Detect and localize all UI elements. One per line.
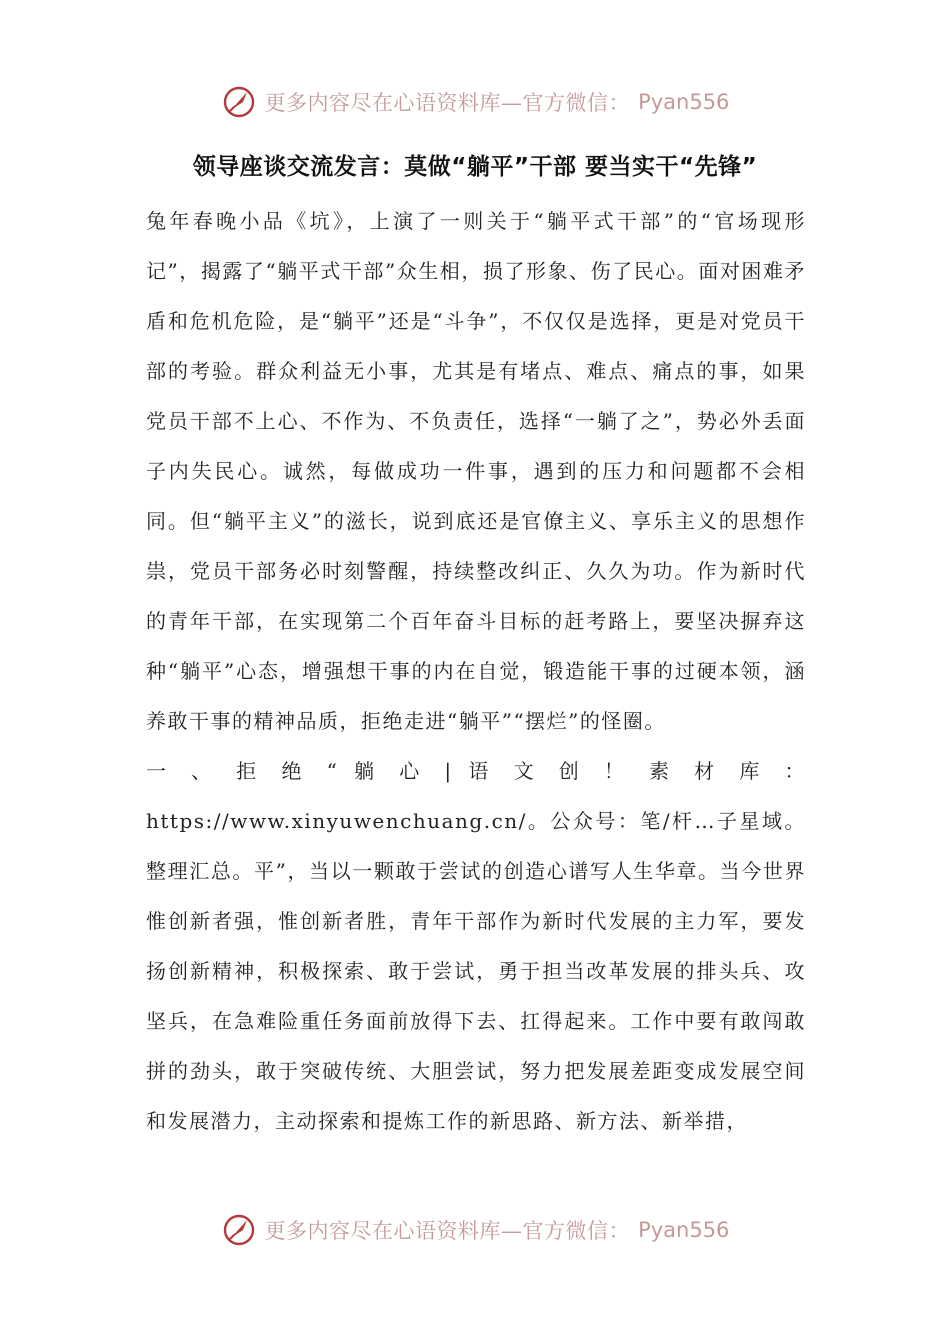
quill-logo-icon <box>221 1212 257 1248</box>
header-watermark-banner <box>0 80 950 124</box>
banner-text: 更多内容尽在心语资料库—官方微信： <box>264 1219 631 1243</box>
banner-wechat-id: Pyan556 <box>638 90 730 114</box>
footer-watermark-banner <box>0 1208 950 1252</box>
quill-logo-icon <box>221 84 257 120</box>
banner-text: 更多内容尽在心语资料库—官方微信： <box>264 91 631 115</box>
document-title: 领导座谈交流发言：莫做“躺平”干部 要当实干“先锋” <box>192 154 758 180</box>
banner-wechat-id: Pyan556 <box>638 1218 730 1242</box>
paragraph-section-1: 一 、 拒 绝 “ 躺 心 | 语 文 创 ！ 素 材 库 ： https://www.xinyuwenchuang.cn/。公众号：笔/杆…子星域。整理汇总。平”，当以一颗敢于尝试的创造心谱写人生华章。当今世界惟创新者强，惟创新者胜，青年干部作为新时代发展的主力军，要发扬创新精神，积极探索、敢于尝试，勇于担当改革发展的排头兵、攻坚兵，在急难险重任务面前放得下去、扛得起来。工作中要有敢闯敢拼的劲头，敢于突破传统、大胆尝试，努力把发展差距变成发展空间和发展潜力，主动探索和提炼工作的新思路、新方法、新举措， <box>146 759 806 1133</box>
document-body <box>146 196 806 1146</box>
paragraph-intro: 兔年春晚小品《坑》，上演了一则关于“躺平式干部”的“官场现形记”，揭露了“躺平式干部”众生相，损了形象、伤了民心。面对困难矛盾和危机危险，是“躺平”还是“斗争”，不仅仅是选择，更是对党员干部的考验。群众利益无小事，尤其是有堵点、难点、痛点的事，如果党员干部不上心、不作为、不负责任，选择“一躺了之”，势必外丢面子内失民心。诚然，每做成功一件事，遇到的压力和问题都不会相同。但“躺平主义”的滋长，说到底还是官僚主义、享乐主义的思想作祟，党员干部务必时刻警醒，持续整改纠正、久久为功。作为新时代的青年干部，在实现第二个百年奋斗目标的赶考路上，要坚决摒弃这种“躺平”心态，增强想干事的内在自觉，锻造能干事的过硬本领，涵养敢干事的精神品质，拒绝走进“躺平”“摆烂”的怪圈。 <box>146 209 806 733</box>
